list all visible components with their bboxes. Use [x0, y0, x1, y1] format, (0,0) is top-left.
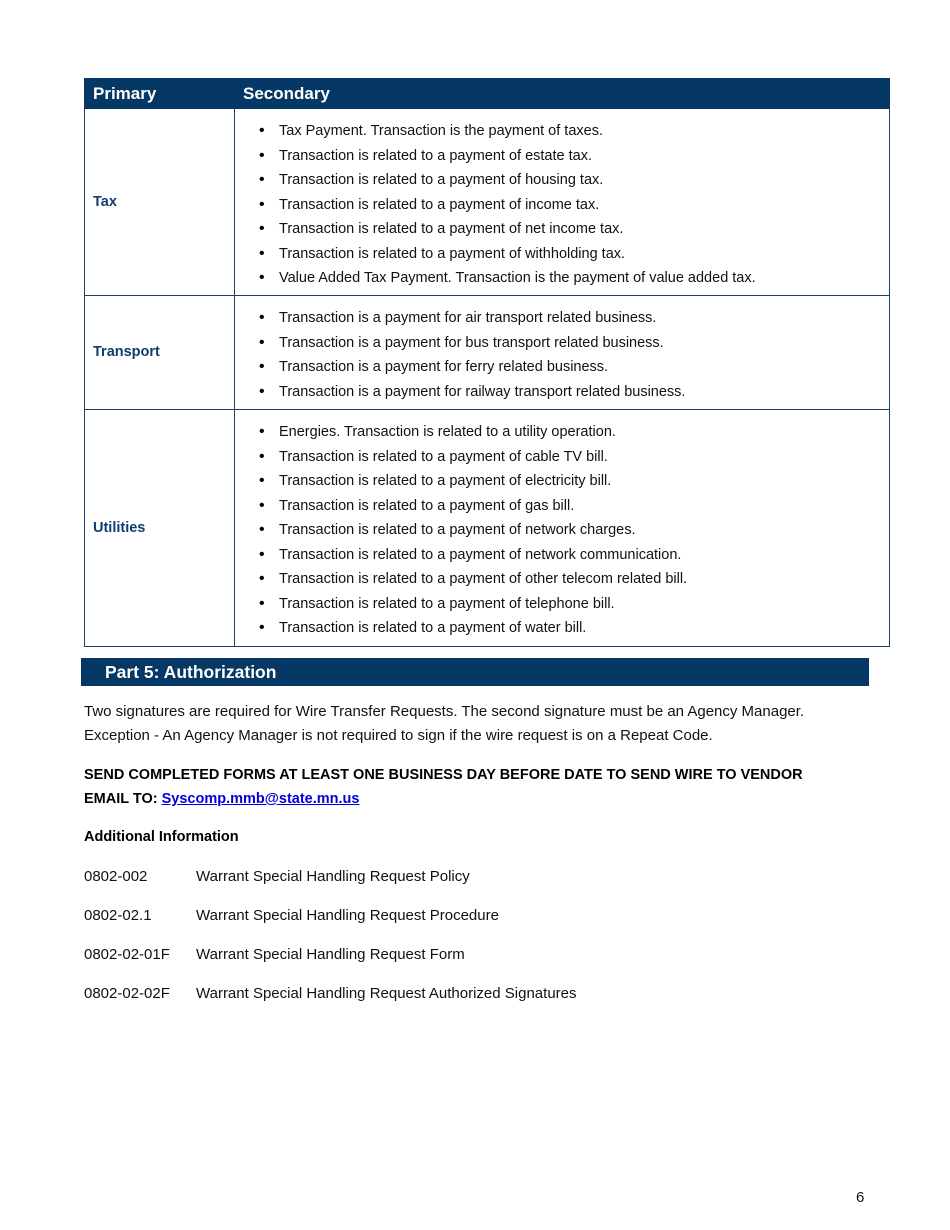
list-item: • Transaction is related to a payment of net income tax. — [279, 217, 879, 242]
reference-title: Warrant Special Handling Request Form — [196, 946, 465, 963]
tax-list — [279, 119, 879, 291]
primary-tax: Tax — [85, 109, 235, 296]
list-item: • Transaction is related to a payment of telephone bill. — [279, 592, 879, 617]
list-item: • Energies. Transaction is related to a utility operation. — [279, 420, 879, 445]
list-item: • Value Added Tax Payment. Transaction is the payment of value added tax. — [279, 266, 879, 291]
primary-transport: Transport — [85, 295, 235, 409]
list-item: • Transaction is related to a payment of housing tax. — [279, 168, 879, 193]
additional-info-heading: Additional Information — [84, 829, 239, 845]
list-item: • Transaction is a payment for railway transport related business. — [279, 380, 879, 405]
reference-title: Warrant Special Handling Request Authorized Signatures — [196, 985, 577, 1002]
transport-list — [279, 306, 879, 404]
authorization-text — [84, 700, 804, 748]
authorization-line-1: Two signatures are required for Wire Transfer Requests. The second signature must be an Agency Manager. — [84, 703, 805, 720]
reference-title: Warrant Special Handling Request Procedure — [196, 907, 499, 924]
primary-utilities: Utilities — [85, 409, 235, 646]
table-header-row — [85, 79, 890, 109]
secondary-utilities — [235, 409, 890, 646]
list-item: • Transaction is a payment for ferry related business. — [279, 355, 879, 380]
header-primary: Primary — [85, 79, 235, 109]
reference-code: 0802-02-01F — [84, 946, 170, 963]
list-item: • Transaction is related to a payment of cable TV bill. — [279, 445, 879, 470]
list-item: • Transaction is a payment for air transport related business. — [279, 306, 879, 331]
list-item: • Transaction is related to a payment of network communication. — [279, 543, 879, 568]
secondary-transport — [235, 295, 890, 409]
section-heading-authorization: Part 5: Authorization — [81, 658, 869, 686]
reference-row — [84, 868, 470, 885]
list-item: • Transaction is related to a payment of other telecom related bill. — [279, 567, 879, 592]
reference-row — [84, 985, 577, 1002]
reference-row — [84, 946, 465, 963]
send-instructions — [84, 763, 803, 811]
table-row-transport — [85, 295, 890, 409]
email-link[interactable]: Syscomp.mmb@state.mn.us — [161, 791, 360, 807]
list-item: • Transaction is a payment for bus transport related business. — [279, 331, 879, 356]
table-row-tax — [85, 109, 890, 296]
reference-title: Warrant Special Handling Request Policy — [196, 868, 470, 885]
reference-code: 0802-02-02F — [84, 985, 170, 1002]
reference-code: 0802-02.1 — [84, 907, 152, 924]
list-item: • Transaction is related to a payment of electricity bill. — [279, 469, 879, 494]
list-item: • Transaction is related to a payment of withholding tax. — [279, 242, 879, 267]
list-item: • Transaction is related to a payment of network charges. — [279, 518, 879, 543]
list-item: • Transaction is related to a payment of water bill. — [279, 616, 879, 641]
reference-row — [84, 907, 499, 924]
send-notice: SEND COMPLETED FORMS AT LEAST ONE BUSINESS DAY BEFORE DATE TO SEND WIRE TO VENDOR — [84, 767, 803, 783]
list-item: • Transaction is related to a payment of estate tax. — [279, 144, 879, 169]
list-item: • Transaction is related to a payment of income tax. — [279, 193, 879, 218]
reference-code: 0802-002 — [84, 868, 148, 885]
table-row-utilities — [85, 409, 890, 646]
email-label: EMAIL TO: — [84, 791, 158, 807]
utilities-list — [279, 420, 879, 641]
list-item: • Tax Payment. Transaction is the payment of taxes. — [279, 119, 879, 144]
email-line — [84, 787, 803, 811]
list-item: • Transaction is related to a payment of gas bill. — [279, 494, 879, 519]
secondary-tax — [235, 109, 890, 296]
authorization-line-2: Exception - An Agency Manager is not required to sign if the wire request is on a Repeat Code. — [84, 727, 713, 744]
category-table — [84, 78, 890, 647]
header-secondary: Secondary — [235, 79, 890, 109]
page-number: 6 — [856, 1189, 865, 1206]
